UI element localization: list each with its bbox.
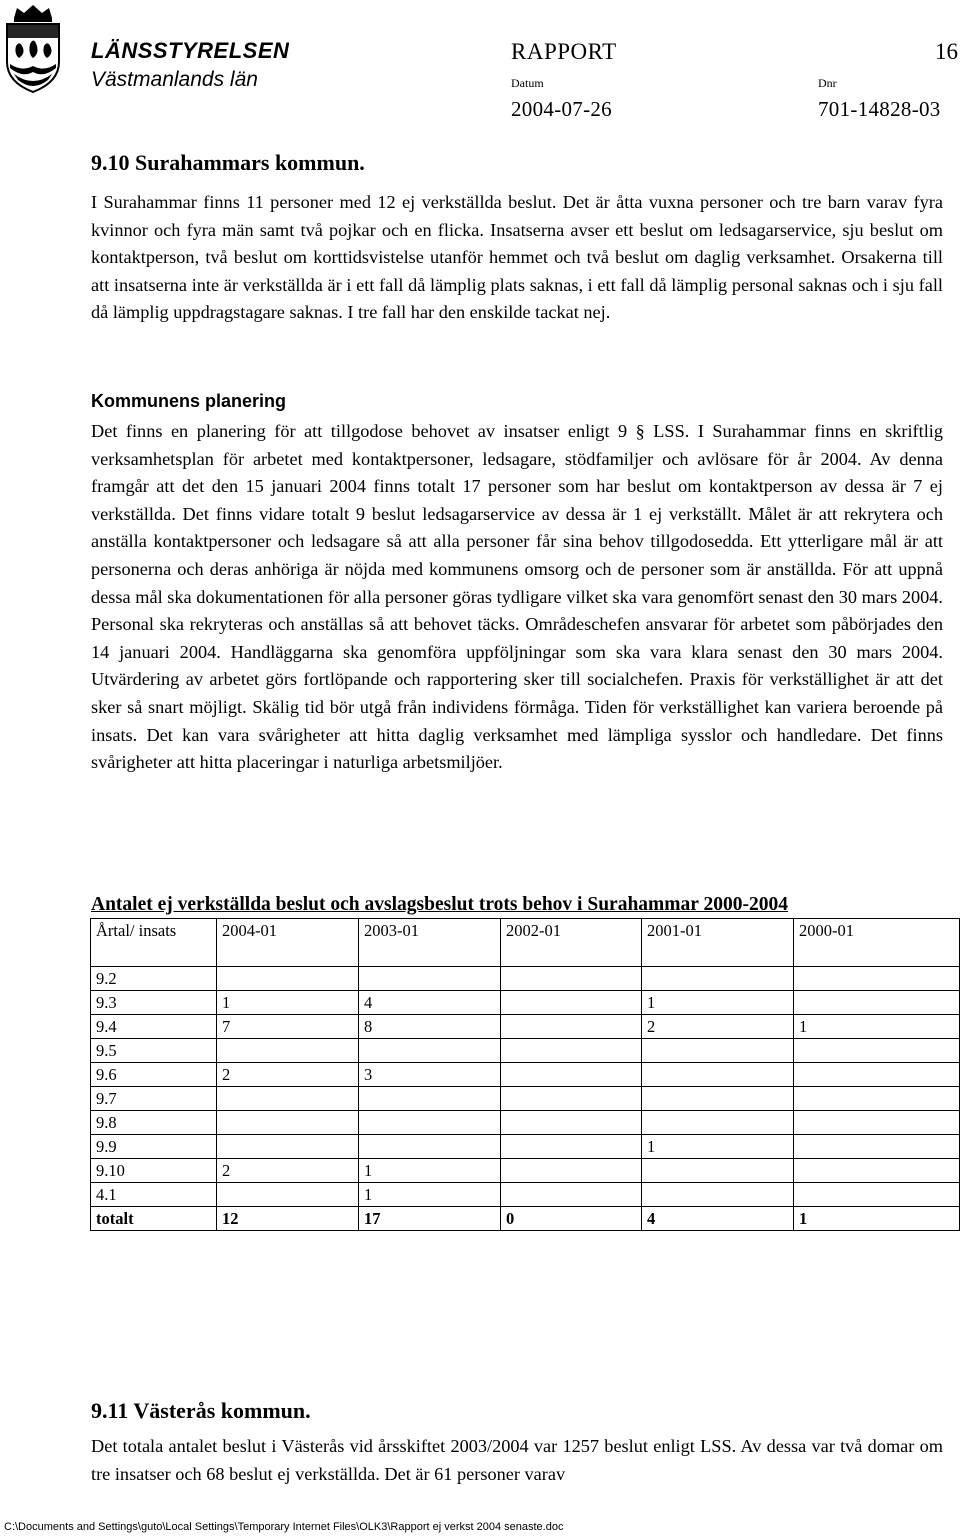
table-cell — [794, 1111, 960, 1135]
table-cell: 17 — [359, 1207, 501, 1231]
table-cell: 1 — [794, 1015, 960, 1039]
header-cell-2000-01: 2000-01 — [794, 919, 960, 967]
table-cell: 3 — [359, 1063, 501, 1087]
table-cell: 1 — [359, 1183, 501, 1207]
table-cell — [794, 967, 960, 991]
table-row — [91, 1159, 960, 1183]
table-cell — [217, 1183, 359, 1207]
table-row — [91, 1183, 960, 1207]
table-cell — [501, 967, 642, 991]
table-row — [91, 991, 960, 1015]
county-coat-of-arms-logo — [2, 2, 64, 94]
table-cell — [501, 991, 642, 1015]
table-cell: 9.6 — [91, 1063, 217, 1087]
table-cell: 9.3 — [91, 991, 217, 1015]
section-heading-surahammar: 9.10 Surahammars kommun. — [91, 150, 365, 175]
table-cell — [501, 1087, 642, 1111]
table-cell — [501, 1039, 642, 1063]
table-cell — [794, 1183, 960, 1207]
table-cell — [359, 1087, 501, 1111]
table-cell: 9.9 — [91, 1135, 217, 1159]
table-cell: 9.10 — [91, 1159, 217, 1183]
table-row — [91, 1015, 960, 1039]
table-cell: totalt — [91, 1207, 217, 1231]
table-cell — [501, 1111, 642, 1135]
header-cell-2004-01: 2004-01 — [217, 919, 359, 967]
table-cell — [217, 1087, 359, 1111]
header-cell-2002-01: 2002-01 — [501, 919, 642, 967]
table-cell: 1 — [359, 1159, 501, 1183]
table-row — [91, 1111, 960, 1135]
table-cell: 7 — [217, 1015, 359, 1039]
table-cell — [794, 1159, 960, 1183]
table-cell: 4.1 — [91, 1183, 217, 1207]
table-row — [91, 1087, 960, 1111]
table-cell — [794, 1135, 960, 1159]
table-cell — [359, 1039, 501, 1063]
table-cell: 8 — [359, 1015, 501, 1039]
header-cell-2001-01: 2001-01 — [642, 919, 794, 967]
table-cell — [501, 1159, 642, 1183]
table-cell — [794, 1063, 960, 1087]
planning-paragraph: Det finns en planering för att tillgodose behovet av insatser enligt 9 § LSS. I Surahammar finns en skriftlig verksamhetsplan för arbetet med kontaktpersoner, ledsagare, stödfamiljer och avlösare för år 2004. Av denna framgår att det den 15 januari 2004 finns totalt 17 personer som har beslut om kontaktperson av dessa är 7 ej verkställda. Det finns vidare totalt 9 beslut ledsagarservice av dessa är 1 ej verkställt. Målet är att rekrytera och anställa kontaktpersoner och ledsagare så att alla personer får sina behov tillgodosedda. Ett ytterligare mål är att personerna och deras anhöriga är nöjda med kommunens omsorg och de personer som är anställda. För att uppnå dessa mål ska dokumentationen för alla personer göras tydligare vilket ska vara genomfört senast den 30 mars 2004. Personal ska rekryteras och anställas så att behovet täcks. Områdeschefen ansvarar för arbetet som påbörjades den 14 januari 2004. Handläggarna ska genomföra uppföljningar som ska vara klara senast den 30 mars 2004. Utvärdering av arbetet görs fortlöpande och rapportering sker till socialchefen. Praxis för verkställighet är att det sker så snart möjligt. Skälig tid bör utgå från individens förmåga. Tiden för verkställighet kan variera beroende på insats. Det kan vara svårigheter att hitta daglig verksamhet med lämpliga sysslor och handledare. Det finns svårigheter att hitta placeringar i naturliga arbetsmiljöer. — [91, 421, 943, 773]
decisions-table — [90, 918, 960, 1231]
section-heading-vasteras: 9.11 Västerås kommun. — [91, 1398, 311, 1423]
organization-name: LÄNSSTYRELSEN — [91, 38, 290, 63]
header-cell-2003-01: 2003-01 — [359, 919, 501, 967]
table-row — [91, 1063, 960, 1087]
vasteras-paragraph: Det totala antalet beslut i Västerås vid årsskiftet 2003/2004 var 1257 beslut enligt LSS. Av dessa var två domar om tre insatser och 68 beslut ej verkställda. Det är 61 personer varav — [91, 1436, 943, 1484]
table-cell: 2 — [642, 1015, 794, 1039]
table-cell: 2 — [217, 1063, 359, 1087]
table-cell: 12 — [217, 1207, 359, 1231]
surahammar-paragraph: I Surahammar finns 11 personer med 12 ej verkställda beslut. Det är åtta vuxna personer och tre barn varav fyra kvinnor och fyra män samt två pojkar och en flicka. Insatserna avser ett beslut om ledsagarservice, sju beslut om kontaktperson, två beslut om korttidsvistelse utanför hemmet och två beslut om daglig verksamhet. Orsakerna till att insatserna inte är verkställda är i ett fall då lämplig plats saknas, i ett fall då lämplig personal saknas och i sju fall då lämplig uppdragstagare saknas. I tre fall har den enskilde tackat nej. — [91, 192, 943, 323]
table-cell: 9.5 — [91, 1039, 217, 1063]
table-cell: 9.8 — [91, 1111, 217, 1135]
organization-county: Västmanlands län — [91, 68, 258, 91]
footer-file-path: C:\Documents and Settings\guto\Local Settings\Temporary Internet Files\OLK3\Rapport ej verkst 2004 senaste.doc — [4, 1521, 564, 1533]
table-cell: 1 — [217, 991, 359, 1015]
table-header-row — [91, 919, 960, 967]
table-cell: 1 — [642, 1135, 794, 1159]
table-cell — [359, 1111, 501, 1135]
date-value: 2004-07-26 — [511, 97, 612, 121]
table-cell — [217, 1135, 359, 1159]
table-cell — [217, 1039, 359, 1063]
dnr-value: 701-14828-03 — [818, 97, 941, 121]
table-cell — [501, 1135, 642, 1159]
planning-subheading: Kommunens planering — [91, 391, 287, 411]
table-cell — [642, 967, 794, 991]
table-cell — [642, 1159, 794, 1183]
table-cell — [794, 991, 960, 1015]
table-cell — [642, 1063, 794, 1087]
table-cell: 9.2 — [91, 967, 217, 991]
table-cell — [359, 967, 501, 991]
table-cell — [642, 1039, 794, 1063]
page-number: 16 — [935, 39, 958, 64]
table-row — [91, 1039, 960, 1063]
table-cell: 0 — [501, 1207, 642, 1231]
table-title: Antalet ej verkställda beslut och avslagsbeslut trots behov i Surahammar 2000-2004 — [91, 894, 788, 915]
table-cell — [217, 967, 359, 991]
table-total-row — [91, 1207, 960, 1231]
table-row — [91, 1135, 960, 1159]
table-cell — [501, 1015, 642, 1039]
table-cell — [794, 1039, 960, 1063]
table-cell — [217, 1111, 359, 1135]
table-cell: 4 — [642, 1207, 794, 1231]
table-cell — [501, 1063, 642, 1087]
table-cell — [642, 1183, 794, 1207]
table-cell — [642, 1087, 794, 1111]
table-cell — [794, 1087, 960, 1111]
date-label: Datum — [511, 76, 544, 90]
table-row — [91, 967, 960, 991]
dnr-label: Dnr — [818, 76, 837, 90]
table-cell — [642, 1111, 794, 1135]
table-cell: 9.7 — [91, 1087, 217, 1111]
table-cell — [359, 1135, 501, 1159]
document-type: RAPPORT — [511, 39, 617, 64]
table-cell: 1 — [642, 991, 794, 1015]
table-cell: 2 — [217, 1159, 359, 1183]
table-cell — [501, 1183, 642, 1207]
table-cell: 9.4 — [91, 1015, 217, 1039]
table-cell: 1 — [794, 1207, 960, 1231]
header-cell-year-insats: Årtal/ insats — [91, 919, 217, 967]
table-cell: 4 — [359, 991, 501, 1015]
